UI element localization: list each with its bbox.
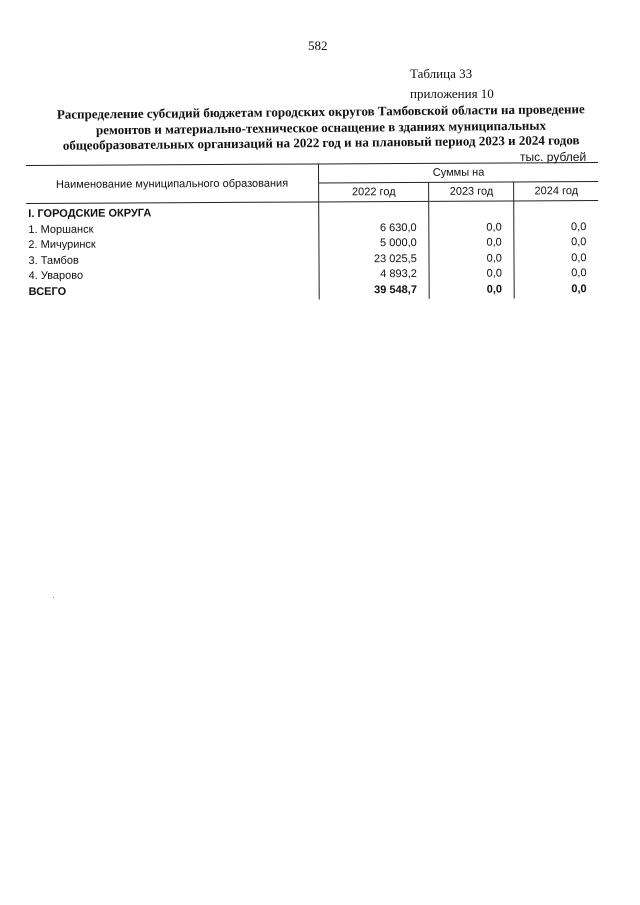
table-reference (410, 64, 494, 104)
page-number: 582 (308, 38, 328, 53)
row-value-2024: 0,0 (571, 251, 587, 264)
total-row (27, 283, 599, 301)
row-value-2024: 0,0 (571, 267, 587, 280)
row-value-2023: 0,0 (429, 267, 514, 283)
row-value-2023: 0,0 (429, 252, 514, 268)
row-value-2024: 0,0 (571, 220, 587, 233)
row-value-2023: 0,0 (429, 236, 514, 252)
header-name: Наименование муниципального образования (26, 164, 319, 204)
header-sums: Суммы на (318, 163, 598, 183)
total-value-2024: 0,0 (571, 282, 587, 295)
total-label: ВСЕГО (27, 284, 320, 301)
header-year-2022: 2022 год (319, 182, 429, 202)
row-value-2022: 4 893,2 (319, 268, 429, 284)
units-label: тыс. рублей (520, 150, 587, 164)
title-line-2: ремонтов и материально-техническое оснащение в зданиях муниципальных (95, 117, 547, 137)
subsidy-table (26, 162, 599, 301)
row-name: 3. Тамбов (26, 253, 319, 270)
table-label: Таблица 33 (410, 66, 473, 81)
header-year-2024: 2024 год (514, 182, 598, 201)
title-line-3: общеобразовательных организаций на 2022 год и на плановый период 2023 и 2024 годов (62, 132, 580, 153)
appendix-label: приложения 10 (410, 86, 494, 101)
header-year-2023: 2023 год (429, 182, 514, 201)
scan-speck (53, 597, 54, 598)
row-name: 4. Уварово (27, 268, 320, 285)
row-value-2023: 0,0 (429, 221, 514, 237)
document-title (36, 101, 606, 153)
total-value-2022: 39 548,7 (319, 283, 429, 299)
title-line-1: Распределение субсидий бюджетам городских округов Тамбовской области на проведение (56, 101, 585, 122)
row-name: 1. Моршанск (26, 222, 319, 239)
section-heading: I. ГОРОДСКИЕ ОКРУГА (26, 206, 319, 223)
row-value-2022: 5 000,0 (319, 237, 429, 253)
row-value-2022: 6 630,0 (319, 221, 429, 237)
row-value-2022: 23 025,5 (319, 252, 429, 268)
row-name: 2. Мичуринск (26, 237, 319, 254)
row-value-2024: 0,0 (571, 236, 587, 249)
total-value-2023: 0,0 (429, 283, 514, 299)
